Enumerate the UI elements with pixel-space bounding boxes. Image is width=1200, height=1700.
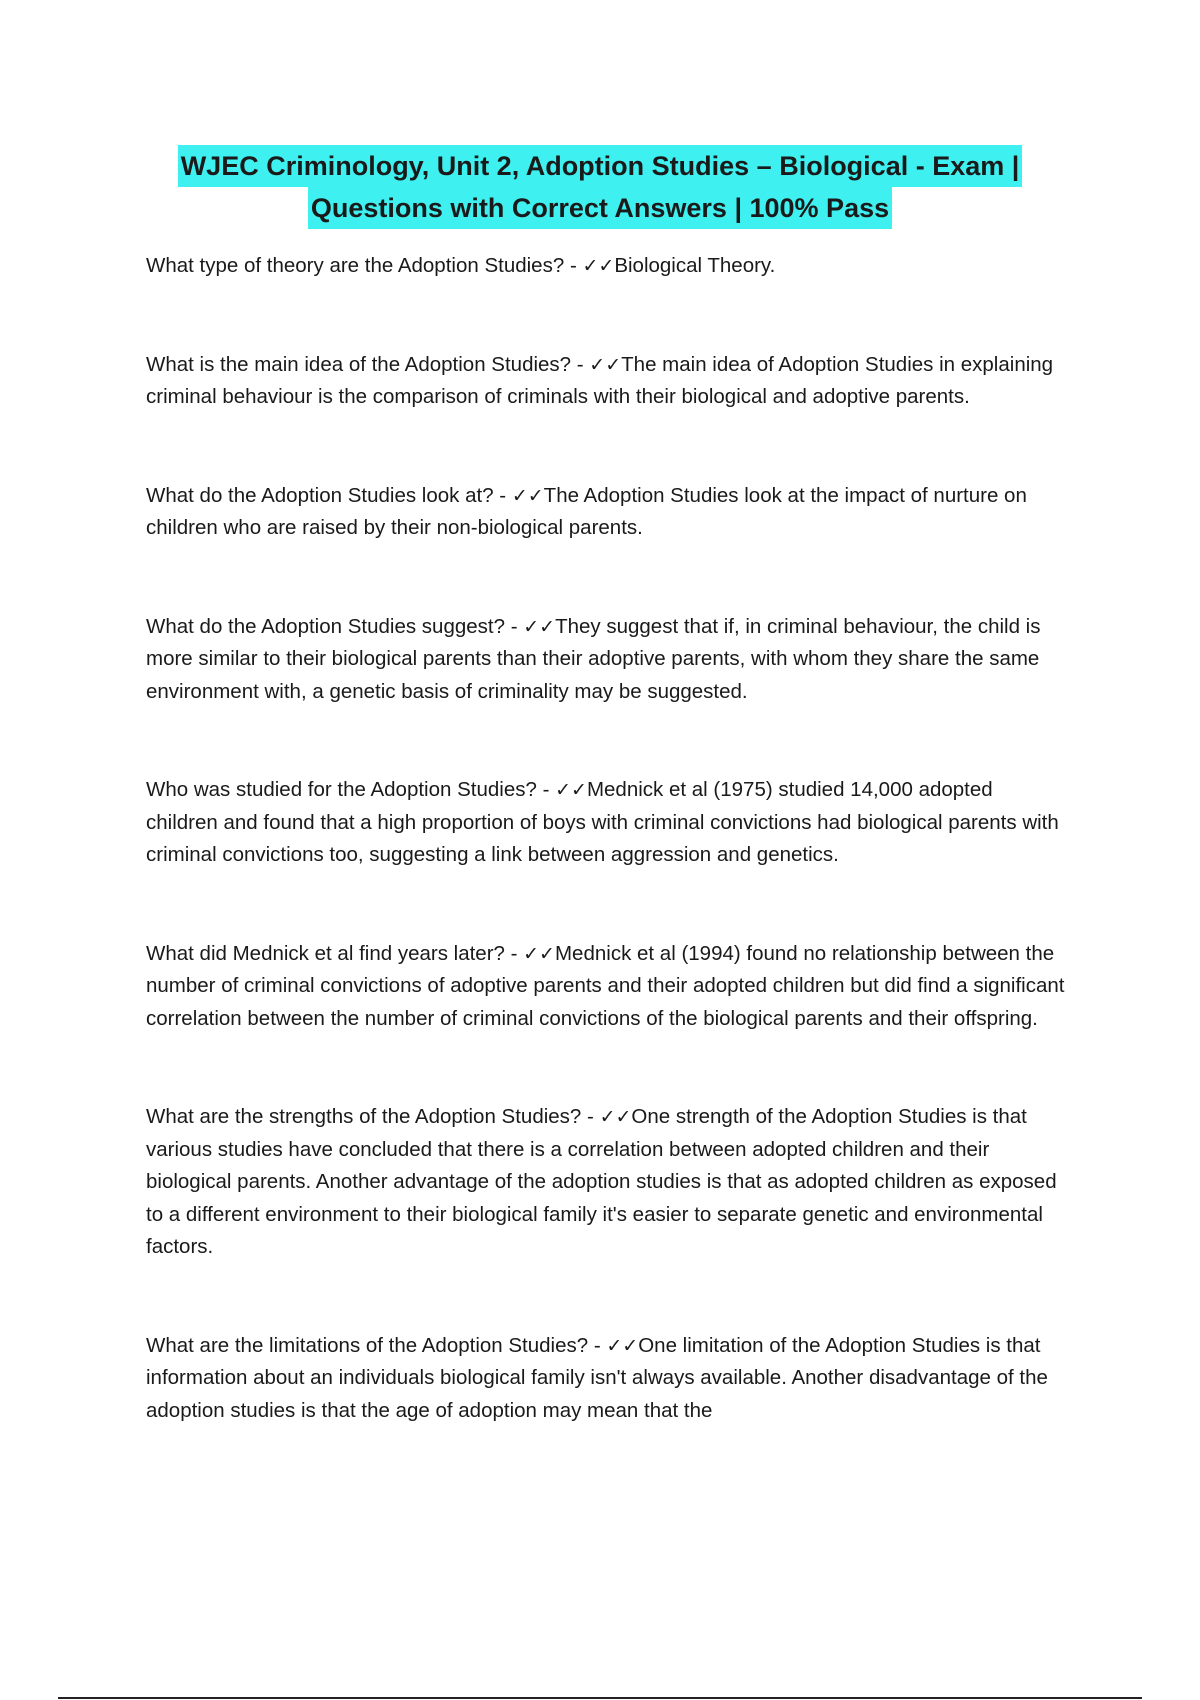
footer-divider bbox=[58, 1697, 1142, 1699]
check-mark-icon: ✓✓ bbox=[599, 1106, 632, 1128]
check-mark-icon: ✓✓ bbox=[589, 353, 622, 376]
separator: - bbox=[588, 1333, 607, 1357]
answer-text: The main idea of Adoption Studies in explaining criminal behaviour is the comparison of criminals with their biological and adoptive parents. bbox=[146, 352, 1054, 408]
question-text: What are the limitations of the Adoption Studies? bbox=[146, 1333, 589, 1357]
separator: - bbox=[581, 1105, 600, 1128]
qa-item bbox=[146, 1101, 1066, 1264]
answer-text: One limitation of the Adoption Studies is that information about an individuals biological family isn't always available. Another disadvantage of the adoption studies is that the age of adoption may mean that the bbox=[146, 1333, 1048, 1422]
separator: - bbox=[536, 778, 556, 801]
answer-text: Biological Theory. bbox=[614, 254, 776, 277]
question-text: What is the main idea of the Adoption Studies? bbox=[146, 352, 572, 376]
check-mark-icon: ✓✓ bbox=[606, 1334, 639, 1357]
separator: - bbox=[505, 614, 524, 638]
title-line-2: Questions with Correct Answers | 100% Pass bbox=[308, 187, 892, 229]
check-mark-icon: ✓✓ bbox=[523, 615, 556, 638]
answer-text: Mednick et al (1975) studied 14,000 adopted children and found that a high proportion of boys with criminal convictions had biological parents with criminal convictions too, suggesting a link between aggression and genetics. bbox=[146, 778, 1059, 866]
answer-text: They suggest that if, in criminal behaviour, the child is more similar to their biological parents than their adoptive parents, with whom they share the same environment with, a genetic basis of criminality may be suggested. bbox=[146, 614, 1041, 703]
check-mark-icon: ✓✓ bbox=[555, 779, 587, 801]
title-line-1: WJEC Criminology, Unit 2, Adoption Studies – Biological - Exam | bbox=[178, 145, 1023, 187]
qa-item bbox=[146, 349, 1066, 414]
separator: - bbox=[564, 254, 583, 277]
answer-text: Mednick et al (1994) found no relationship between the number of criminal convictions of adoptive parents and their adopted children but did find a significant correlation between the number of criminal convictions of the biological parents and their offspring. bbox=[146, 941, 1065, 1030]
check-mark-icon: ✓✓ bbox=[582, 255, 615, 277]
separator: - bbox=[571, 352, 590, 376]
question-text: What are the strengths of the Adoption Studies? bbox=[146, 1105, 582, 1128]
qa-item bbox=[146, 611, 1066, 709]
answer-text: One strength of the Adoption Studies is that various studies have concluded that there is a correlation between adopted children and their biological parents. Another advantage of the adoption studies is that as adopted children as exposed to a different environment to their biological family it's easier to separate genetic and environmental factors. bbox=[146, 1105, 1057, 1258]
question-text: What type of theory are the Adoption Studies? bbox=[146, 254, 565, 277]
answer-text: The Adoption Studies look at the impact of nurture on children who are raised by their non-biological parents. bbox=[146, 483, 1027, 539]
qa-item bbox=[146, 250, 1066, 283]
document-title bbox=[0, 145, 1200, 229]
qa-item bbox=[146, 1330, 1066, 1428]
check-mark-icon: ✓✓ bbox=[511, 484, 544, 507]
qa-item bbox=[146, 774, 1066, 872]
separator: - bbox=[504, 941, 524, 965]
question-text: What do the Adoption Studies suggest? bbox=[146, 614, 506, 638]
question-text: Who was studied for the Adoption Studies? bbox=[146, 778, 537, 801]
check-mark-icon: ✓✓ bbox=[523, 942, 555, 965]
separator: - bbox=[493, 483, 512, 507]
question-text: What do the Adoption Studies look at? bbox=[146, 483, 494, 507]
question-text: What did Mednick et al find years later? bbox=[146, 941, 505, 965]
qa-list bbox=[146, 250, 1066, 1493]
qa-item bbox=[146, 480, 1066, 545]
qa-item bbox=[146, 938, 1066, 1036]
